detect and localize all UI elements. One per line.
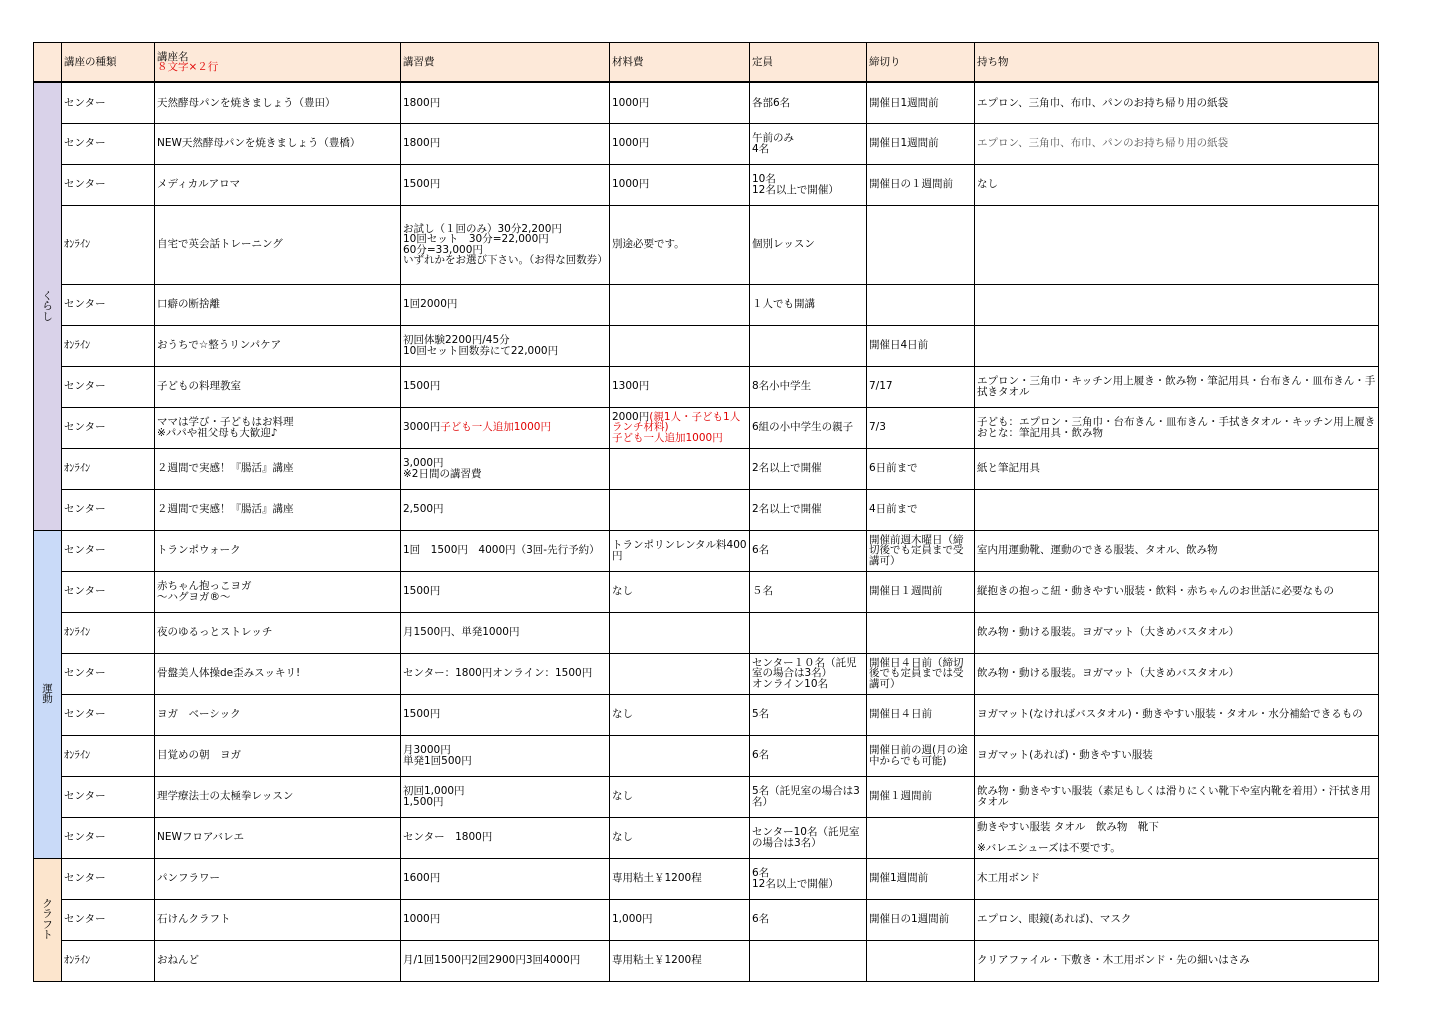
course-type: センター: [62, 694, 155, 735]
course-deadline: 開催１週間前: [867, 776, 975, 817]
table-row: [34, 817, 1379, 858]
course-name: パンフラワー: [155, 858, 401, 899]
course-fee: [401, 366, 610, 407]
table-row: [34, 366, 1379, 407]
fee-text: 1回2000円: [403, 298, 458, 311]
fee-text: 1800円: [403, 137, 441, 150]
course-capacity: ５名: [750, 571, 867, 612]
course-items: [975, 489, 1379, 530]
course-material: [610, 694, 750, 735]
fee-text: 3,000円 ※2日間の講習費: [403, 457, 482, 480]
table-row: [34, 407, 1379, 448]
course-name: おうちで☆整うリンパケア: [155, 325, 401, 366]
course-deadline: [867, 817, 975, 858]
course-name: 自宅で英会話トレーニング: [155, 205, 401, 284]
course-material: [610, 899, 750, 940]
course-items: [975, 325, 1379, 366]
table-row: [34, 653, 1379, 694]
course-type: センター: [62, 530, 155, 571]
course-type: センター: [62, 858, 155, 899]
material-text: 別途必要です。: [612, 238, 685, 251]
course-name: 口癖の断捨離: [155, 284, 401, 325]
course-type: センター: [62, 571, 155, 612]
header-name: [155, 43, 401, 83]
course-items: 縦抱きの抱っこ紐・動きやすい服装・飲料・赤ちゃんのお世話に必要なもの: [975, 571, 1379, 612]
course-fee: [401, 940, 610, 981]
course-material: [610, 530, 750, 571]
fee-text: 1500円: [403, 380, 441, 393]
table-row: [34, 530, 1379, 571]
material-text: 1300円: [612, 380, 650, 393]
course-name: おねんど: [155, 940, 401, 981]
category-label: 運動: [42, 682, 53, 705]
fee-text: 1800円: [403, 96, 441, 109]
course-fee: [401, 164, 610, 205]
course-fee: [401, 489, 610, 530]
course-material: [610, 735, 750, 776]
course-fee: [401, 653, 610, 694]
course-items: 紙と筆記用具: [975, 448, 1379, 489]
course-items: 子ども：エプロン・三角巾・台布きん・皿布きん・手拭きタオル・キッチン用上履き おとな：筆記用具・飲み物: [975, 407, 1379, 448]
course-deadline: 7/3: [867, 407, 975, 448]
table-row: [34, 123, 1379, 164]
course-name: ２週間で実感！『腸活』講座: [155, 489, 401, 530]
course-fee: [401, 899, 610, 940]
table-row: [34, 82, 1379, 123]
category-kurashi: [34, 82, 62, 530]
course-items: 室内用運動靴、運動のできる服装、タオル、飲み物: [975, 530, 1379, 571]
course-fee: [401, 571, 610, 612]
course-deadline: 開催日４日前（締切後でも定員までは受講可）: [867, 653, 975, 694]
course-deadline: [867, 284, 975, 325]
course-material: [610, 164, 750, 205]
course-deadline: 開催日1週間前: [867, 82, 975, 123]
fee-text: 月1500円、単発1000円: [403, 626, 520, 639]
course-items: エプロン・三角巾・キッチン用上履き・飲み物・筆記用具・台布きん・皿布きん・手拭きタオル: [975, 366, 1379, 407]
header-fee: 講習費: [401, 43, 610, 83]
material-text: 専用粘土￥1200程: [612, 954, 702, 967]
course-name: NEW天然酵母パンを焼きましょう（豊橋）: [155, 123, 401, 164]
fee-text: 初回1,000円 1,500円: [403, 785, 465, 808]
course-capacity: 各部6名: [750, 82, 867, 123]
course-material: [610, 448, 750, 489]
header-items: 持ち物: [975, 43, 1379, 83]
course-name: 骨盤美人体操de歪みスッキリ!: [155, 653, 401, 694]
course-capacity: 2名以上で開催: [750, 489, 867, 530]
course-name: 夜のゆるっとストレッチ: [155, 612, 401, 653]
course-material: [610, 205, 750, 284]
course-deadline: [867, 205, 975, 284]
course-deadline: 開催日４日前: [867, 694, 975, 735]
course-fee: [401, 284, 610, 325]
course-type: センター: [62, 123, 155, 164]
course-capacity: [750, 325, 867, 366]
course-fee: [401, 776, 610, 817]
course-items: エプロン、眼鏡(あれば)、マスク: [975, 899, 1379, 940]
table-row: [34, 694, 1379, 735]
course-items: なし: [975, 164, 1379, 205]
table-row: [34, 164, 1379, 205]
course-capacity: 6組の小中学生の親子: [750, 407, 867, 448]
course-material: [610, 82, 750, 123]
fee-text: センター：1800円オンライン：1500円: [403, 667, 593, 680]
material-text: なし: [612, 790, 633, 803]
course-type: ｵﾝﾗｲﾝ: [62, 612, 155, 653]
course-items: 飲み物・動きやすい服装（素足もしくは滑りにくい靴下や室内靴を着用）・汗拭き用タオル: [975, 776, 1379, 817]
course-material: [610, 284, 750, 325]
course-fee: [401, 82, 610, 123]
fee-text: お試し（１回のみ）30分2,200円 10回セット 30分=22,000円 60分=33,000円 いずれかをお選び下さい。（お得な回数券）: [403, 222, 608, 266]
course-material: [610, 940, 750, 981]
course-material: [610, 407, 750, 448]
table-row: [34, 612, 1379, 653]
course-deadline: [867, 612, 975, 653]
course-name: ママは学び・子どもはお料理 ※パパや祖父母も大歓迎♪: [155, 407, 401, 448]
course-type: ｵﾝﾗｲﾝ: [62, 735, 155, 776]
header-name-label: 講座名: [157, 50, 189, 63]
course-name: 天然酵母パンを焼きましょう（豊田）: [155, 82, 401, 123]
course-material: [610, 489, 750, 530]
fee-text: 1回 1500円 4000円（3回-先行予約）: [403, 544, 600, 557]
header-row: [34, 43, 1379, 83]
course-deadline: 開催日の1週間前: [867, 899, 975, 940]
course-type: ｵﾝﾗｲﾝ: [62, 448, 155, 489]
header-type: 講座の種類: [62, 43, 155, 83]
course-material: [610, 817, 750, 858]
course-material: [610, 776, 750, 817]
course-items: [975, 284, 1379, 325]
fee-text: 1500円: [403, 178, 441, 191]
course-fee: [401, 817, 610, 858]
course-capacity: センター10名（託児室の場合は3名）: [750, 817, 867, 858]
course-capacity: 5名: [750, 694, 867, 735]
course-capacity: １人でも開講: [750, 284, 867, 325]
course-capacity: 6名: [750, 735, 867, 776]
course-deadline: 開催日の１週間前: [867, 164, 975, 205]
course-fee: [401, 448, 610, 489]
course-deadline: 開催日前の週(月の途中からでも可能): [867, 735, 975, 776]
course-type: センター: [62, 284, 155, 325]
course-items: エプロン、三角巾、布巾、パンのお持ち帰り用の紙袋: [975, 82, 1379, 123]
course-type: ｵﾝﾗｲﾝ: [62, 205, 155, 284]
course-fee: [401, 612, 610, 653]
course-items: [975, 205, 1379, 284]
table-row: [34, 571, 1379, 612]
course-deadline: 4日前まで: [867, 489, 975, 530]
material-extra-note: 子ども一人追加1000円: [612, 431, 723, 444]
course-capacity: 5名（託児室の場合は3名）: [750, 776, 867, 817]
table-row: [34, 489, 1379, 530]
course-fee: [401, 735, 610, 776]
course-type: センター: [62, 164, 155, 205]
course-fee: [401, 325, 610, 366]
table-row: [34, 735, 1379, 776]
course-capacity: [750, 940, 867, 981]
header-capacity: 定員: [750, 43, 867, 83]
course-material: [610, 858, 750, 899]
header-category-cell: [34, 43, 62, 83]
table-row: [34, 899, 1379, 940]
material-text: 1000円: [612, 96, 650, 109]
course-capacity: 8名小中学生: [750, 366, 867, 407]
course-table: [33, 42, 1379, 982]
fee-text: 1600円: [403, 872, 441, 885]
material-text: なし: [612, 585, 633, 598]
table-row: [34, 776, 1379, 817]
category-craft: [34, 858, 62, 981]
fee-extra-note: 子ども一人追加1000円: [440, 421, 551, 434]
category-label: クラフト: [42, 897, 53, 941]
course-type: センター: [62, 82, 155, 123]
course-deadline: 開催日1週間前: [867, 123, 975, 164]
course-type: ｵﾝﾗｲﾝ: [62, 940, 155, 981]
course-deadline: 開催日4日前: [867, 325, 975, 366]
course-fee: [401, 123, 610, 164]
course-items: 飲み物・動ける服装。ヨガマット（大きめバスタオル）: [975, 653, 1379, 694]
category-label: くらし: [42, 289, 53, 323]
fee-text: 月/1回1500円2回2900円3回4000円: [403, 954, 581, 967]
material-text: なし: [612, 708, 633, 721]
course-name: NEWフロアバレエ: [155, 817, 401, 858]
course-name: トランポウォーク: [155, 530, 401, 571]
course-items: エプロン、三角巾、布巾、パンのお持ち帰り用の紙袋: [975, 123, 1379, 164]
course-material: [610, 653, 750, 694]
course-type: センター: [62, 653, 155, 694]
table-row: [34, 940, 1379, 981]
header-material: 材料費: [610, 43, 750, 83]
course-capacity: 6名: [750, 899, 867, 940]
fee-text: 1500円: [403, 585, 441, 598]
material-text: 専用粘土￥1200程: [612, 872, 702, 885]
course-capacity: [750, 612, 867, 653]
course-name: ヨガ ベーシック: [155, 694, 401, 735]
material-text: 2000円: [612, 410, 650, 423]
course-name: メディカルアロマ: [155, 164, 401, 205]
course-items: クリアファイル・下敷き・木工用ボンド・先の細いはさみ: [975, 940, 1379, 981]
table-row: [34, 448, 1379, 489]
course-fee: [401, 858, 610, 899]
course-type: センター: [62, 899, 155, 940]
course-fee: [401, 694, 610, 735]
course-fee: [401, 530, 610, 571]
course-material: [610, 123, 750, 164]
table-row: [34, 205, 1379, 284]
course-material: [610, 571, 750, 612]
material-text: 1000円: [612, 178, 650, 191]
course-type: センター: [62, 366, 155, 407]
course-material: [610, 366, 750, 407]
course-capacity: 2名以上で開催: [750, 448, 867, 489]
course-type: センター: [62, 407, 155, 448]
material-text: なし: [612, 831, 633, 844]
course-items: 木工用ボンド: [975, 858, 1379, 899]
course-deadline: 開催日１週間前: [867, 571, 975, 612]
course-name: 子どもの料理教室: [155, 366, 401, 407]
course-name: 理学療法士の太極拳レッスン: [155, 776, 401, 817]
course-deadline: 開催前週木曜日（締切後でも定員まで受講可）: [867, 530, 975, 571]
course-name: 目覚めの朝 ヨガ: [155, 735, 401, 776]
course-type: センター: [62, 817, 155, 858]
course-deadline: 7/17: [867, 366, 975, 407]
table-row: [34, 858, 1379, 899]
fee-text: 2,500円: [403, 503, 444, 516]
course-capacity: センター１０名（託児室の場合は3名） オンライン10名: [750, 653, 867, 694]
material-text: 1000円: [612, 137, 650, 150]
course-items: 動きやすい服装 タオル 飲み物 靴下 ※バレエシューズは不要です。: [975, 817, 1379, 858]
course-deadline: 6日前まで: [867, 448, 975, 489]
course-items: ヨガマット(なければバスタオル)・動きやすい服装・タオル・水分補給できるもの: [975, 694, 1379, 735]
course-deadline: 開催1週間前: [867, 858, 975, 899]
course-material: [610, 325, 750, 366]
fee-text: 初回体験2200円/45分 10回セット回数券にて22,000円: [403, 334, 559, 357]
material-text: トランポリンレンタル料400円: [612, 539, 747, 562]
header-deadline: 締切り: [867, 43, 975, 83]
course-capacity: 6名: [750, 530, 867, 571]
course-fee: [401, 205, 610, 284]
fee-text: センター 1800円: [403, 831, 493, 844]
fee-text: 3000円: [403, 421, 441, 434]
material-text: 1,000円: [612, 913, 653, 926]
course-items: ヨガマット(あれば)・動きやすい服装: [975, 735, 1379, 776]
course-deadline: [867, 940, 975, 981]
course-capacity: 個別レッスン: [750, 205, 867, 284]
header-name-note: ８文字×２行: [157, 61, 219, 73]
course-type: センター: [62, 489, 155, 530]
course-capacity: 10名 12名以上で開催）: [750, 164, 867, 205]
table-row: [34, 284, 1379, 325]
fee-text: 1500円: [403, 708, 441, 721]
course-capacity: 午前のみ 4名: [750, 123, 867, 164]
course-fee: [401, 407, 610, 448]
table-row: [34, 325, 1379, 366]
course-items: 飲み物・動ける服装。ヨガマット（大きめバスタオル）: [975, 612, 1379, 653]
course-type: ｵﾝﾗｲﾝ: [62, 325, 155, 366]
fee-text: 月3000円 単発1回500円: [403, 744, 472, 767]
course-name: 赤ちゃん抱っこヨガ ～ハグヨガ®～: [155, 571, 401, 612]
fee-text: 1000円: [403, 913, 441, 926]
course-type: センター: [62, 776, 155, 817]
category-undo: [34, 530, 62, 858]
course-name: 石けんクラフト: [155, 899, 401, 940]
material-note: (親1人・子ども1人ランチ材料): [612, 410, 741, 434]
course-name: ２週間で実感！『腸活』講座: [155, 448, 401, 489]
course-capacity: 6名 12名以上で開催）: [750, 858, 867, 899]
course-material: [610, 612, 750, 653]
